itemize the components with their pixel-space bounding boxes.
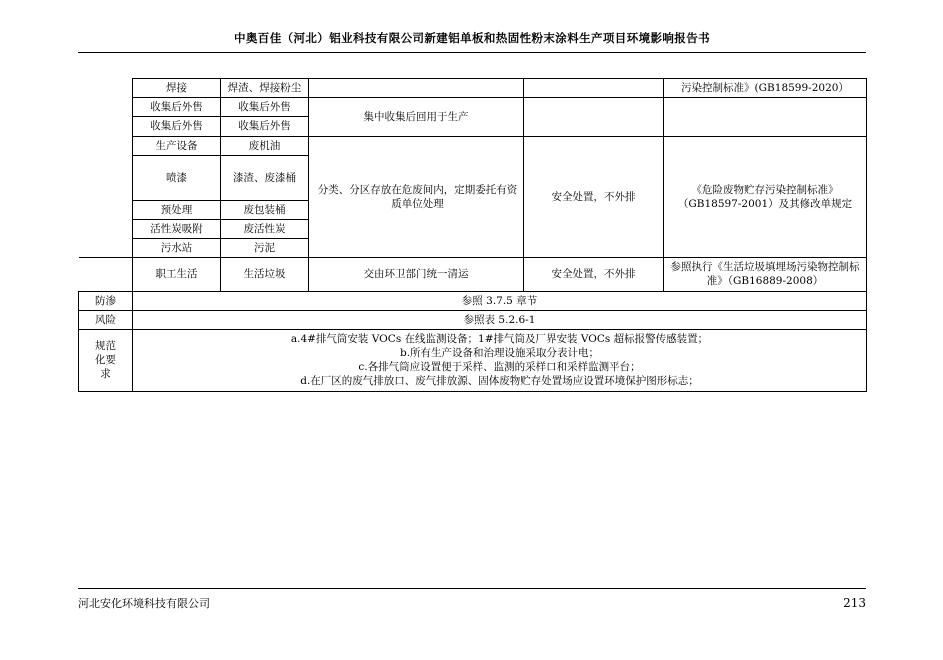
requirement-item: d.在厂区的废气排放口、废气排放源、固体废物贮存处置场应设置环境保护图形标志；: [300, 375, 699, 388]
treatment-cell: 集中收集后回用于生产: [309, 98, 524, 136]
requirements-label-line-2: 化要: [95, 354, 116, 367]
table-row-seepage: [79, 291, 867, 310]
source-cell: 职工生活: [133, 258, 221, 291]
waste-cell: 废活性炭: [221, 219, 309, 238]
table-row: [79, 79, 867, 98]
standard-cell: 《危险废物贮存污染控制标准》（GB18597-2001）及其修改单规定: [664, 136, 867, 258]
source-cell: 污水站: [133, 239, 221, 258]
requirements-label: [79, 329, 133, 391]
waste-cell: 焊渣、焊接粉尘: [221, 79, 309, 98]
waste-cell: 污泥: [221, 239, 309, 258]
waste-cell: 漆渣、废漆桶: [221, 155, 309, 200]
standard-cell: [664, 98, 867, 136]
source-cell: 焊接: [133, 79, 221, 98]
requirement-item: b.所有生产设备和治理设施采取分表计电；: [399, 347, 600, 360]
source-cell: 收集后外售: [133, 98, 221, 117]
table-row-risk: [79, 310, 867, 329]
treatment-cell: 分类、分区存放在危废间内，定期委托有资质单位处理: [309, 136, 524, 258]
treatment-cell: 交由环卫部门统一清运: [309, 258, 524, 291]
requirements-label-line-3: 求: [100, 368, 111, 381]
footer-company: 河北安化环境科技有限公司: [78, 597, 210, 610]
table-row: [79, 98, 867, 117]
requirement-item: c.各排气筒应设置便于采样、监测的采样口和采样监测平台；: [358, 361, 641, 374]
waste-cell: 废包装桶: [221, 200, 309, 219]
table-row-requirements: [79, 329, 867, 391]
requirement-item: a.4#排气筒安装 VOCs 在线监测设备；1#排气筒及厂界安装 VOCs 超标报警传感装置；: [290, 332, 709, 345]
risk-label: 风险: [79, 310, 133, 329]
risk-value: 参照表 5.2.6-1: [133, 310, 867, 329]
standard-cell: 参照执行《生活垃圾填埋场污染物控制标准》（GB16889-2008）: [664, 258, 867, 291]
spacer-cell: [79, 79, 133, 258]
page-footer: [78, 588, 866, 611]
waste-cell: 生活垃圾: [221, 258, 309, 291]
table-row: [79, 136, 867, 155]
waste-cell: 收集后外售: [221, 117, 309, 136]
table-row: [79, 258, 867, 291]
source-cell: 预处理: [133, 200, 221, 219]
standard-cell: 污染控制标准》(GB18599-2020）: [664, 79, 867, 98]
source-cell: 收集后外售: [133, 117, 221, 136]
waste-cell: 收集后外售: [221, 98, 309, 117]
treatment-cell: [309, 79, 524, 98]
seepage-value: 参照 3.7.5 章节: [133, 291, 867, 310]
footer-page-number: 213: [843, 596, 866, 610]
spacer-cell: [79, 258, 133, 291]
source-cell: 生产设备: [133, 136, 221, 155]
source-cell: 喷漆: [133, 155, 221, 200]
disposal-cell: 安全处置，不外排: [524, 258, 664, 291]
disposal-cell: [524, 79, 664, 98]
source-cell: 活性炭吸附: [133, 219, 221, 238]
waste-cell: 废机油: [221, 136, 309, 155]
seepage-label: 防渗: [79, 291, 133, 310]
requirements-label-line-1: 规范: [95, 339, 116, 352]
requirements-list: [133, 329, 867, 391]
disposal-cell: 安全处置，不外排: [524, 136, 664, 258]
waste-management-table: [78, 78, 867, 392]
page-header: 中奥百佳（河北）铝业科技有限公司新建铝单板和热固性粉末涂料生产项目环境影响报告书: [78, 30, 866, 53]
disposal-cell: [524, 98, 664, 136]
